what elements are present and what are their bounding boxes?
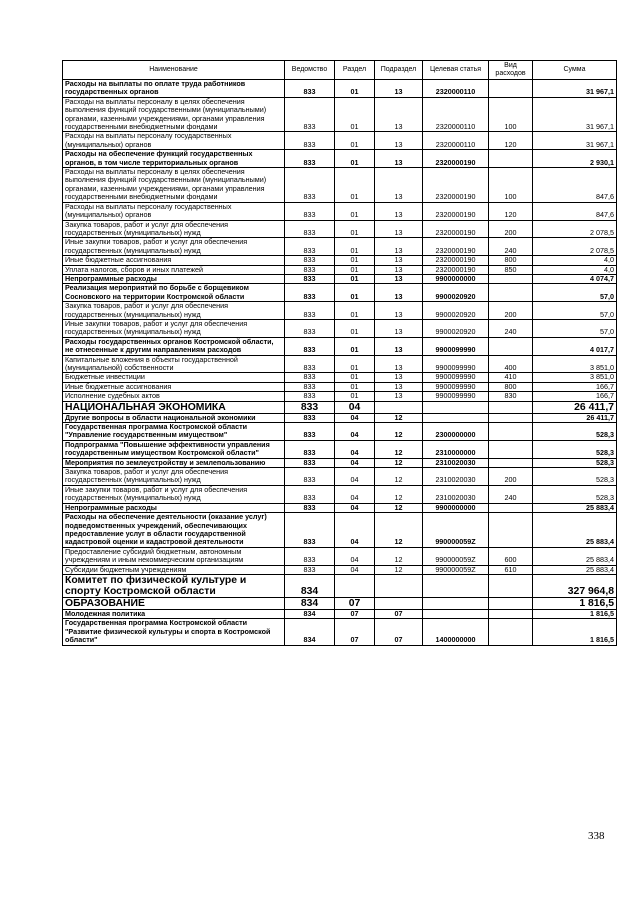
table-row — [63, 547, 617, 565]
cell-subsection: 13 — [375, 80, 423, 98]
cell-dept: 834 — [285, 619, 335, 645]
table-row — [63, 337, 617, 355]
cell-dept: 833 — [285, 150, 335, 168]
cell-article: 2320000190 — [423, 168, 489, 203]
cell-dept: 833 — [285, 440, 335, 458]
table-header-row — [63, 61, 617, 80]
cell-name: Расходы на выплаты персоналу в целях обеспечения выполнения функций государственными (муниципальными) органами, казенными учреждениями, органами управления государственными внебюджетными фондами — [63, 97, 285, 132]
table-row — [63, 413, 617, 422]
cell-sum: 25 883,4 — [533, 565, 617, 574]
table-row — [63, 202, 617, 220]
cell-name: Реализация мероприятий по борьбе с борщевиком Сосновского на территории Костромской области — [63, 284, 285, 302]
cell-sum: 4 017,7 — [533, 337, 617, 355]
cell-section: 01 — [335, 373, 375, 382]
cell-article — [423, 401, 489, 413]
cell-section: 04 — [335, 413, 375, 422]
cell-article: 990000059Z — [423, 565, 489, 574]
table-row — [63, 256, 617, 265]
cell-article: 2320000190 — [423, 238, 489, 256]
cell-section: 07 — [335, 609, 375, 618]
cell-article — [423, 413, 489, 422]
cell-name: Предоставление субсидий бюджетным, автономным учреждениям и иным некоммерческим организациям — [63, 547, 285, 565]
table-row — [63, 619, 617, 645]
cell-exptype: 850 — [489, 265, 533, 274]
cell-exptype — [489, 503, 533, 512]
cell-article — [423, 574, 489, 597]
cell-subsection: 07 — [375, 609, 423, 618]
cell-name: Закупка товаров, работ и услуг для обеспечения государственных (муниципальных) нужд — [63, 468, 285, 486]
cell-name: Иные бюджетные ассигнования — [63, 382, 285, 391]
cell-section: 01 — [335, 168, 375, 203]
cell-section: 07 — [335, 619, 375, 645]
cell-name: Молодежная политика — [63, 609, 285, 618]
cell-exptype: 240 — [489, 238, 533, 256]
cell-name: Закупка товаров, работ и услуг для обеспечения государственных (муниципальных) нужд — [63, 302, 285, 320]
cell-dept: 833 — [285, 337, 335, 355]
cell-name: Непрограммные расходы — [63, 274, 285, 283]
cell-section: 04 — [335, 440, 375, 458]
cell-subsection: 12 — [375, 413, 423, 422]
cell-subsection: 13 — [375, 392, 423, 401]
cell-article: 2320000110 — [423, 97, 489, 132]
cell-dept: 833 — [285, 382, 335, 391]
cell-dept: 833 — [285, 547, 335, 565]
cell-subsection: 13 — [375, 97, 423, 132]
cell-exptype: 600 — [489, 547, 533, 565]
cell-sum: 3 851,0 — [533, 355, 617, 373]
cell-section: 04 — [335, 458, 375, 467]
table-row — [63, 458, 617, 467]
cell-article: 2320000190 — [423, 265, 489, 274]
table-row — [63, 319, 617, 337]
header-exptype: Вид расходов — [489, 61, 533, 80]
cell-dept: 833 — [285, 284, 335, 302]
cell-article: 2320000190 — [423, 256, 489, 265]
cell-name: НАЦИОНАЛЬНАЯ ЭКОНОМИКА — [63, 401, 285, 413]
cell-name: Субсидии бюджетным учреждениям — [63, 565, 285, 574]
cell-subsection: 12 — [375, 468, 423, 486]
cell-exptype — [489, 619, 533, 645]
table-row — [63, 468, 617, 486]
cell-section: 01 — [335, 382, 375, 391]
cell-dept: 833 — [285, 220, 335, 238]
cell-article: 990000059Z — [423, 513, 489, 548]
cell-article: 2310000000 — [423, 440, 489, 458]
cell-section: 01 — [335, 256, 375, 265]
header-sum: Сумма — [533, 61, 617, 80]
cell-name: Государственная программа Костромской области "Развитие физической культуры и спорта в Костромской области" — [63, 619, 285, 645]
table-row — [63, 392, 617, 401]
cell-article: 9900099990 — [423, 355, 489, 373]
cell-article: 9900020920 — [423, 284, 489, 302]
cell-exptype: 800 — [489, 382, 533, 391]
cell-section: 04 — [335, 565, 375, 574]
cell-sum: 4,0 — [533, 256, 617, 265]
cell-section: 01 — [335, 97, 375, 132]
table-body — [63, 80, 617, 646]
cell-article: 9900000000 — [423, 274, 489, 283]
cell-subsection: 13 — [375, 382, 423, 391]
cell-exptype — [489, 423, 533, 441]
cell-exptype — [489, 413, 533, 422]
cell-article: 9900020920 — [423, 302, 489, 320]
cell-exptype — [489, 440, 533, 458]
cell-subsection: 13 — [375, 337, 423, 355]
table-row — [63, 423, 617, 441]
cell-subsection: 12 — [375, 565, 423, 574]
table-row — [63, 373, 617, 382]
cell-exptype — [489, 513, 533, 548]
cell-dept: 833 — [285, 373, 335, 382]
cell-section: 01 — [335, 220, 375, 238]
table-row — [63, 238, 617, 256]
cell-sum: 2 078,5 — [533, 220, 617, 238]
cell-subsection: 13 — [375, 132, 423, 150]
cell-subsection — [375, 401, 423, 413]
cell-article: 9900099990 — [423, 373, 489, 382]
table-row — [63, 150, 617, 168]
cell-dept: 833 — [285, 413, 335, 422]
cell-dept: 833 — [285, 392, 335, 401]
cell-exptype — [489, 284, 533, 302]
cell-sum: 57,0 — [533, 302, 617, 320]
header-subsection: Подраздел — [375, 61, 423, 80]
table-row — [63, 503, 617, 512]
cell-article: 2320000110 — [423, 80, 489, 98]
cell-name: Расходы на выплаты персоналу государственных (муниципальных) органов — [63, 202, 285, 220]
cell-name: Иные закупки товаров, работ и услуг для обеспечения государственных (муниципальных) нужд — [63, 485, 285, 503]
cell-dept: 833 — [285, 256, 335, 265]
cell-dept: 833 — [285, 202, 335, 220]
cell-subsection: 12 — [375, 547, 423, 565]
cell-name: Иные закупки товаров, работ и услуг для обеспечения государственных (муниципальных) нужд — [63, 319, 285, 337]
cell-subsection: 13 — [375, 220, 423, 238]
cell-section: 01 — [335, 337, 375, 355]
cell-dept: 833 — [285, 132, 335, 150]
cell-dept: 833 — [285, 97, 335, 132]
cell-sum: 166,7 — [533, 392, 617, 401]
cell-name: Государственная программа Костромской области "Управление государственным имуществом" — [63, 423, 285, 441]
cell-sum: 26 411,7 — [533, 413, 617, 422]
table-row — [63, 401, 617, 413]
cell-name: Расходы на выплаты персоналу в целях обеспечения выполнения функций государственными (муниципальными) органами, казенными учреждениями, органами управления государственными внебюджетными фондами — [63, 168, 285, 203]
cell-name: Непрограммные расходы — [63, 503, 285, 512]
cell-sum: 4,0 — [533, 265, 617, 274]
cell-name: Расходы на обеспечение функций государственных органов, в том числе территориальных органов — [63, 150, 285, 168]
cell-section: 01 — [335, 80, 375, 98]
cell-name: Капитальные вложения в объекты государственной (муниципальной) собственности — [63, 355, 285, 373]
cell-article: 990000059Z — [423, 547, 489, 565]
cell-sum: 57,0 — [533, 284, 617, 302]
cell-sum: 31 967,1 — [533, 97, 617, 132]
cell-subsection: 12 — [375, 485, 423, 503]
cell-exptype: 200 — [489, 302, 533, 320]
cell-subsection — [375, 597, 423, 609]
cell-section: 01 — [335, 392, 375, 401]
cell-sum: 847,6 — [533, 168, 617, 203]
table-row — [63, 80, 617, 98]
table-row — [63, 97, 617, 132]
cell-exptype — [489, 150, 533, 168]
cell-exptype: 410 — [489, 373, 533, 382]
cell-article: 2310020030 — [423, 458, 489, 467]
cell-article: 2320000190 — [423, 150, 489, 168]
cell-article: 2310020030 — [423, 485, 489, 503]
cell-section: 01 — [335, 319, 375, 337]
table-row — [63, 355, 617, 373]
cell-article — [423, 609, 489, 618]
cell-subsection: 13 — [375, 302, 423, 320]
cell-exptype: 240 — [489, 319, 533, 337]
cell-exptype: 400 — [489, 355, 533, 373]
cell-section: 04 — [335, 513, 375, 548]
cell-subsection: 07 — [375, 619, 423, 645]
cell-dept: 833 — [285, 274, 335, 283]
cell-section: 01 — [335, 150, 375, 168]
cell-subsection: 12 — [375, 513, 423, 548]
page-number: 338 — [588, 830, 605, 842]
table-row — [63, 440, 617, 458]
header-article: Целевая статья — [423, 61, 489, 80]
cell-name: Расходы государственных органов Костромской области, не отнесенные к другим направлениям расходов — [63, 337, 285, 355]
cell-name: Мероприятия по землеустройству и землепользованию — [63, 458, 285, 467]
cell-dept: 833 — [285, 565, 335, 574]
cell-sum: 25 883,4 — [533, 503, 617, 512]
cell-exptype: 200 — [489, 468, 533, 486]
cell-subsection: 13 — [375, 265, 423, 274]
cell-dept: 834 — [285, 597, 335, 609]
cell-exptype: 610 — [489, 565, 533, 574]
cell-exptype — [489, 574, 533, 597]
cell-article — [423, 597, 489, 609]
cell-sum: 327 964,8 — [533, 574, 617, 597]
cell-exptype — [489, 80, 533, 98]
cell-sum: 57,0 — [533, 319, 617, 337]
cell-exptype — [489, 337, 533, 355]
table-row — [63, 597, 617, 609]
cell-sum: 1 816,5 — [533, 609, 617, 618]
cell-subsection: 12 — [375, 440, 423, 458]
cell-subsection: 13 — [375, 274, 423, 283]
cell-dept: 833 — [285, 503, 335, 512]
cell-exptype — [489, 274, 533, 283]
cell-dept: 833 — [285, 355, 335, 373]
cell-exptype — [489, 458, 533, 467]
cell-sum: 528,3 — [533, 458, 617, 467]
cell-sum: 1 816,5 — [533, 597, 617, 609]
cell-exptype: 100 — [489, 97, 533, 132]
cell-sum: 4 074,7 — [533, 274, 617, 283]
cell-name: Расходы на выплаты персоналу государственных (муниципальных) органов — [63, 132, 285, 150]
cell-name: Уплата налогов, сборов и иных платежей — [63, 265, 285, 274]
cell-section: 04 — [335, 503, 375, 512]
cell-article: 9900099990 — [423, 392, 489, 401]
cell-exptype: 800 — [489, 256, 533, 265]
cell-exptype: 200 — [489, 220, 533, 238]
cell-sum: 528,3 — [533, 423, 617, 441]
cell-exptype — [489, 597, 533, 609]
cell-section: 01 — [335, 202, 375, 220]
table-row — [63, 132, 617, 150]
cell-name: Расходы на обеспечение деятельности (оказание услуг) подведомственных учреждений, обеспечивающих предоставление услуг в области государственной кадастровой оценки и кадастровой деятельности — [63, 513, 285, 548]
cell-subsection: 13 — [375, 238, 423, 256]
cell-subsection: 13 — [375, 150, 423, 168]
cell-dept: 833 — [285, 401, 335, 413]
table-row — [63, 485, 617, 503]
cell-sum: 25 883,4 — [533, 547, 617, 565]
cell-section — [335, 574, 375, 597]
cell-article: 2320000190 — [423, 220, 489, 238]
cell-dept: 833 — [285, 80, 335, 98]
cell-subsection: 13 — [375, 373, 423, 382]
header-section: Раздел — [335, 61, 375, 80]
cell-sum: 1 816,5 — [533, 619, 617, 645]
cell-sum: 2 930,1 — [533, 150, 617, 168]
cell-section: 04 — [335, 401, 375, 413]
cell-exptype: 120 — [489, 132, 533, 150]
cell-section: 01 — [335, 274, 375, 283]
cell-sum: 31 967,1 — [533, 80, 617, 98]
cell-sum: 25 883,4 — [533, 513, 617, 548]
cell-dept: 833 — [285, 485, 335, 503]
cell-sum: 31 967,1 — [533, 132, 617, 150]
cell-article: 2310020030 — [423, 468, 489, 486]
cell-article: 9900099990 — [423, 382, 489, 391]
cell-name: Бюджетные инвестиции — [63, 373, 285, 382]
cell-exptype: 100 — [489, 168, 533, 203]
cell-dept: 833 — [285, 319, 335, 337]
cell-section: 01 — [335, 284, 375, 302]
cell-article: 2300000000 — [423, 423, 489, 441]
cell-section: 04 — [335, 547, 375, 565]
cell-dept: 833 — [285, 302, 335, 320]
header-name: Наименование — [63, 61, 285, 80]
cell-section: 01 — [335, 132, 375, 150]
cell-name: Расходы на выплаты по оплате труда работников государственных органов — [63, 80, 285, 98]
cell-article: 2320000190 — [423, 202, 489, 220]
cell-article: 2320000110 — [423, 132, 489, 150]
cell-article: 9900020920 — [423, 319, 489, 337]
budget-table — [62, 60, 617, 646]
cell-dept: 833 — [285, 423, 335, 441]
cell-subsection: 13 — [375, 355, 423, 373]
cell-section: 04 — [335, 423, 375, 441]
cell-exptype — [489, 401, 533, 413]
cell-subsection: 12 — [375, 503, 423, 512]
cell-exptype: 240 — [489, 485, 533, 503]
cell-name: Исполнение судебных актов — [63, 392, 285, 401]
cell-subsection: 12 — [375, 458, 423, 467]
cell-name: Иные бюджетные ассигнования — [63, 256, 285, 265]
cell-article: 9900099990 — [423, 337, 489, 355]
cell-name: Комитет по физической культуре и спорту Костромской области — [63, 574, 285, 597]
cell-section: 07 — [335, 597, 375, 609]
cell-dept: 833 — [285, 468, 335, 486]
cell-subsection: 12 — [375, 423, 423, 441]
cell-name: Подпрограмма "Повышение эффективности управления государственным имуществом Костромской области" — [63, 440, 285, 458]
cell-section: 04 — [335, 468, 375, 486]
cell-sum: 166,7 — [533, 382, 617, 391]
cell-section: 01 — [335, 265, 375, 274]
table-row — [63, 609, 617, 618]
cell-subsection: 13 — [375, 319, 423, 337]
cell-dept: 834 — [285, 609, 335, 618]
cell-subsection: 13 — [375, 202, 423, 220]
table-row — [63, 565, 617, 574]
cell-sum: 528,3 — [533, 440, 617, 458]
cell-name: Другие вопросы в области национальной экономики — [63, 413, 285, 422]
cell-dept: 833 — [285, 265, 335, 274]
cell-sum: 2 078,5 — [533, 238, 617, 256]
table-row — [63, 302, 617, 320]
cell-exptype: 120 — [489, 202, 533, 220]
cell-sum: 847,6 — [533, 202, 617, 220]
cell-section: 01 — [335, 302, 375, 320]
table-row — [63, 284, 617, 302]
cell-subsection: 13 — [375, 256, 423, 265]
cell-subsection: 13 — [375, 284, 423, 302]
cell-sum: 3 851,0 — [533, 373, 617, 382]
cell-dept: 833 — [285, 458, 335, 467]
cell-section: 01 — [335, 355, 375, 373]
cell-dept: 833 — [285, 238, 335, 256]
table-row — [63, 168, 617, 203]
cell-name: ОБРАЗОВАНИЕ — [63, 597, 285, 609]
cell-dept: 833 — [285, 168, 335, 203]
cell-sum: 528,3 — [533, 485, 617, 503]
cell-sum: 26 411,7 — [533, 401, 617, 413]
table-row — [63, 265, 617, 274]
cell-sum: 528,3 — [533, 468, 617, 486]
cell-section: 04 — [335, 485, 375, 503]
cell-name: Иные закупки товаров, работ и услуг для обеспечения государственных (муниципальных) нужд — [63, 238, 285, 256]
table-row — [63, 513, 617, 548]
cell-article: 9900000000 — [423, 503, 489, 512]
table-row — [63, 574, 617, 597]
cell-section: 01 — [335, 238, 375, 256]
table-row — [63, 382, 617, 391]
cell-exptype — [489, 609, 533, 618]
cell-subsection: 13 — [375, 168, 423, 203]
cell-dept: 834 — [285, 574, 335, 597]
cell-dept: 833 — [285, 513, 335, 548]
cell-article: 1400000000 — [423, 619, 489, 645]
cell-subsection — [375, 574, 423, 597]
cell-exptype: 830 — [489, 392, 533, 401]
cell-name: Закупка товаров, работ и услуг для обеспечения государственных (муниципальных) нужд — [63, 220, 285, 238]
table-row — [63, 220, 617, 238]
header-dept: Ведомство — [285, 61, 335, 80]
table-row — [63, 274, 617, 283]
